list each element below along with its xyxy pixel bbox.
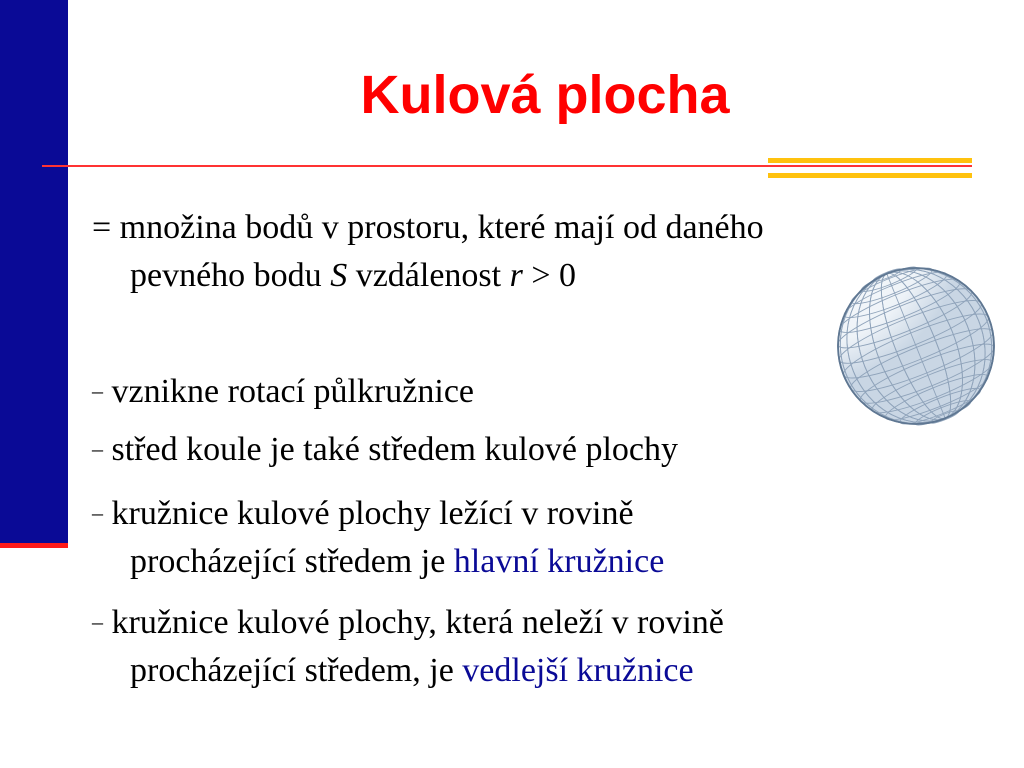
bullet-dash: –	[92, 500, 103, 525]
bullet-dash: –	[92, 378, 103, 403]
bullet-text: vznikne rotací půlkružnice	[103, 373, 475, 410]
definition-point-s: S	[330, 257, 348, 294]
definition-line2-mid: vzdálenost	[347, 257, 510, 294]
bullet-great-circle	[92, 489, 664, 586]
slide-title: Kulová plocha	[360, 65, 730, 125]
definition-condition: > 0	[522, 257, 577, 294]
term-great-circle: hlavní kružnice	[453, 543, 665, 580]
bullet-dash: –	[92, 609, 103, 634]
definition-radius-r: r	[509, 257, 523, 294]
bullet-small-circle	[92, 598, 724, 695]
title-underline-accent	[768, 158, 972, 178]
bullet-center	[92, 425, 678, 474]
bullet-text-line2: procházející středem je	[130, 543, 454, 580]
definition-text	[92, 204, 764, 300]
bullet-text-line1: kružnice kulové plochy ležící v rovině	[103, 495, 634, 532]
bullet-dash: –	[92, 436, 103, 461]
bullet-text-line2: procházející středem, je	[130, 652, 463, 689]
definition-line1: = množina bodů v prostoru, které mají od daného	[92, 209, 764, 246]
sphere-icon	[834, 264, 998, 428]
definition-line2-pre: pevného bodu	[130, 257, 331, 294]
sidebar-accent	[0, 543, 68, 548]
bullet-text: střed koule je také středem kulové plochy	[103, 431, 678, 468]
bullet-text-line1: kružnice kulové plochy, která neleží v rovině	[103, 604, 724, 641]
term-small-circle: vedlejší kružnice	[462, 652, 694, 689]
bullet-rotation	[92, 367, 474, 416]
